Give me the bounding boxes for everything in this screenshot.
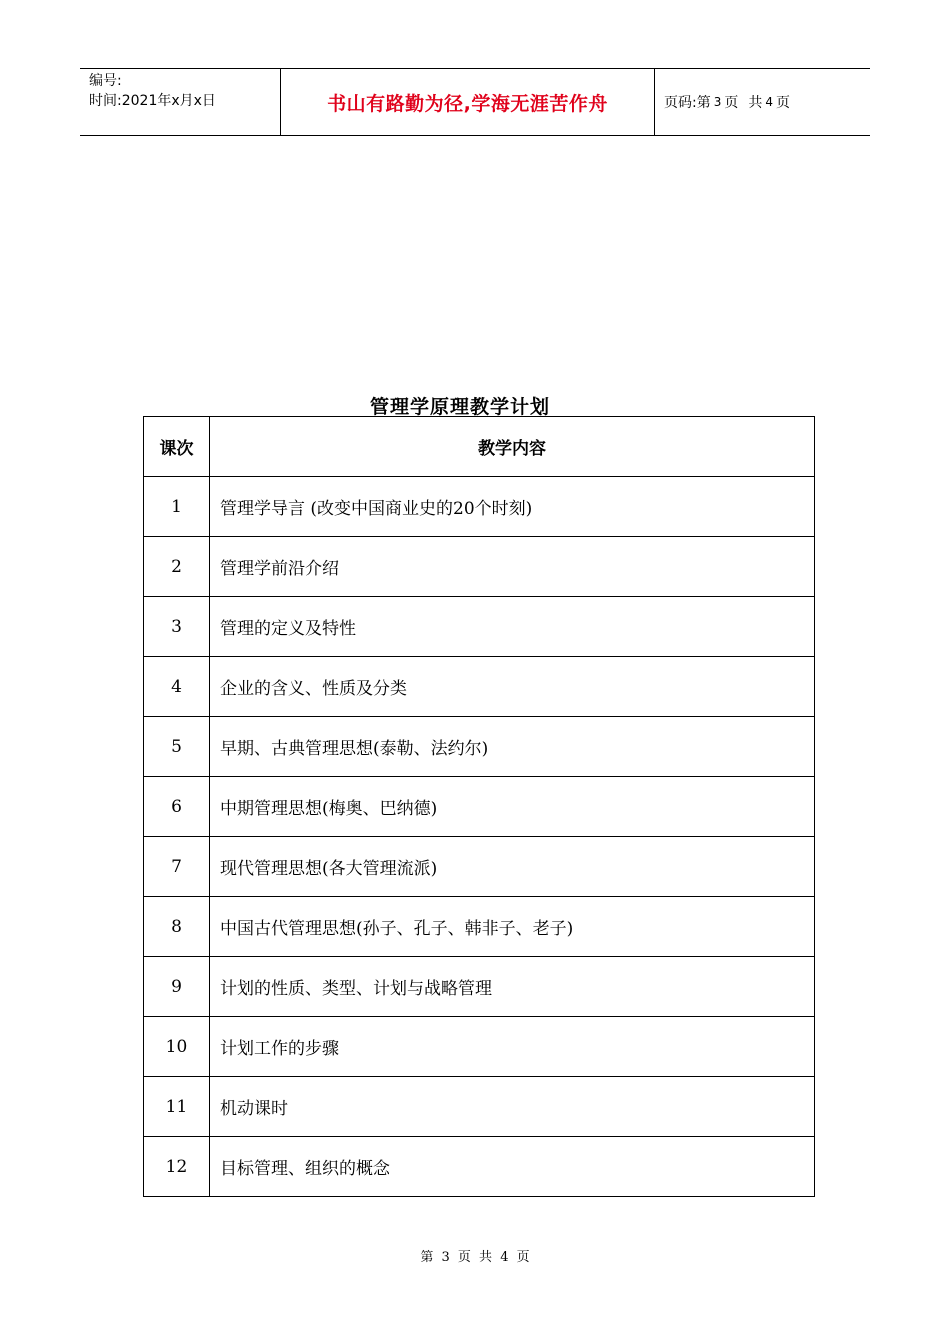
lesson-content: 中国古代管理思想(孙子、孔子、韩非子、老子) <box>210 897 815 957</box>
table-header-row <box>144 417 815 477</box>
lesson-content: 管理学导言 (改变中国商业史的20个时刻) <box>210 477 815 537</box>
lesson-content: 目标管理、组织的概念 <box>210 1137 815 1197</box>
page-mid: 页 <box>724 95 739 111</box>
lesson-content: 管理学前沿介绍 <box>210 537 815 597</box>
page-current: 3 <box>713 95 722 109</box>
lesson-number: 6 <box>144 777 210 837</box>
lesson-content: 计划工作的步骤 <box>210 1017 815 1077</box>
lesson-number: 2 <box>144 537 210 597</box>
header-motto-cell <box>281 69 655 135</box>
table-row <box>144 1077 815 1137</box>
header-info-cell <box>80 69 281 135</box>
table-row <box>144 897 815 957</box>
lesson-number: 12 <box>144 1137 210 1197</box>
lesson-number: 11 <box>144 1077 210 1137</box>
table-row <box>144 1017 815 1077</box>
lesson-number: 7 <box>144 837 210 897</box>
teaching-plan-table <box>143 416 815 1197</box>
lesson-content: 管理的定义及特性 <box>210 597 815 657</box>
lesson-number: 3 <box>144 597 210 657</box>
document-title: 管理学原理教学计划 <box>369 396 550 418</box>
header-page-cell <box>655 69 870 135</box>
table-row <box>144 597 815 657</box>
column-header-lesson: 课次 <box>144 417 210 477</box>
table-row <box>144 657 815 717</box>
lesson-content: 早期、古典管理思想(泰勒、法约尔) <box>210 717 815 777</box>
header-motto: 书山有路勤为径,学海无涯苦作舟 <box>327 92 608 115</box>
table-row <box>144 717 815 777</box>
lesson-number: 9 <box>144 957 210 1017</box>
document-time-label: 时间:2021年x月x日 <box>89 93 216 109</box>
page-total: 4 <box>765 95 773 109</box>
page-prefix: 页码:第 <box>664 95 711 111</box>
table-row <box>144 957 815 1017</box>
lesson-number: 1 <box>144 477 210 537</box>
page-header <box>80 68 870 136</box>
lesson-number: 4 <box>144 657 210 717</box>
table-row <box>144 537 815 597</box>
table-row <box>144 837 815 897</box>
lesson-number: 10 <box>144 1017 210 1077</box>
page-footer: 第 3 页 共 4 页 <box>420 1250 530 1265</box>
page-suffix: 页 <box>776 95 790 111</box>
lesson-number: 5 <box>144 717 210 777</box>
lesson-content: 计划的性质、类型、计划与战略管理 <box>210 957 815 1017</box>
column-header-content: 教学内容 <box>210 417 815 477</box>
page-total-prefix: 共 <box>748 95 763 111</box>
lesson-content: 机动课时 <box>210 1077 815 1137</box>
table-row <box>144 777 815 837</box>
lesson-number: 8 <box>144 897 210 957</box>
lesson-content: 中期管理思想(梅奥、巴纳德) <box>210 777 815 837</box>
document-number-label: 编号: <box>89 73 122 89</box>
table-row <box>144 1137 815 1197</box>
lesson-content: 现代管理思想(各大管理流派) <box>210 837 815 897</box>
table-row <box>144 477 815 537</box>
lesson-content: 企业的含义、性质及分类 <box>210 657 815 717</box>
